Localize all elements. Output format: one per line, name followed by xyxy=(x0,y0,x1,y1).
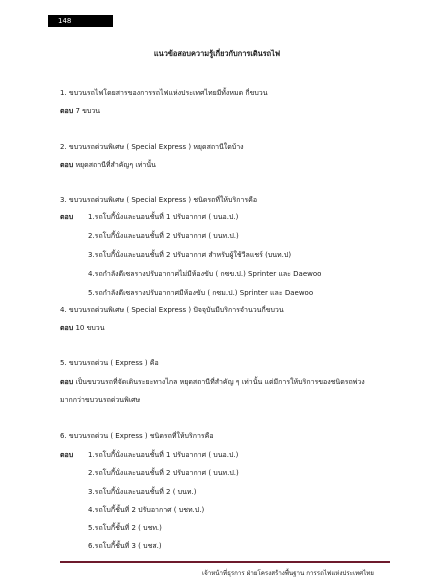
footer-text: เจ้าหน้าที่ธุรการ ฝ่ายโครงสร้างพื้นฐาน การรถไฟแห่งประเทศไทย xyxy=(202,570,374,577)
list-item: 4.รถโบกี้ชั้นที่ 2 ปรับอากาศ ( บชท.ป.) xyxy=(88,506,205,514)
answer-2 xyxy=(60,162,156,169)
question-2: 2. ขบวนรถด่วนพิเศษ ( Special Express ) หยุดสถานีใดบ้าง xyxy=(60,143,244,151)
answer-1 xyxy=(60,108,100,115)
question-1: 1. ขบวนรถไฟโดยสารของการรถไฟแห่งประเทศไทยมีทั้งหมด กี่ขบวน xyxy=(60,89,268,97)
list-item: 3.รถโบกี้นั่งและนอนชั้นที่ 2 ( บนท.) xyxy=(88,488,197,496)
answer-4-text: 10 ขบวน xyxy=(75,324,105,332)
answer-5-text-line1: เป็นขบวนรถที่จัดเดินระยะทางไกล หยุดสถานีที่สำคัญ ๆ เท่านั้น แต่มีการให้บริการของชนิดรถพ่วง xyxy=(75,378,365,386)
list-item: 1.รถโบกี้นั่งและนอนชั้นที่ 1 ปรับอากาศ ( บนอ.ป.) xyxy=(88,213,239,221)
list-item: 3.รถโบกี้นั่งและนอนชั้นที่ 2 ปรับอากาศ สำหรับผู้ใช้วีลแชร์ (บนท.ป) xyxy=(88,251,292,259)
answer-2-text: หยุดสถานีที่สำคัญๆ เท่านั้น xyxy=(75,161,156,169)
list-item: 4.รถกำลังดีเซลรางปรับอากาศไม่มีห้องขับ ( กซข.ป.) Sprinter และ Daewoo xyxy=(88,270,322,278)
list-item: 5.รถกำลังดีเซลรางปรับอากาศมีห้องขับ ( กซม.ป.) Sprinter และ Daewoo xyxy=(88,289,314,297)
question-4: 4. ขบวนรถด่วนพิเศษ ( Special Express ) ปัจจุบันมีบริการจำนวนกี่ขบวน xyxy=(60,306,284,314)
answer-1-text: 7 ขบวน xyxy=(75,107,101,115)
answer-label: ตอบ xyxy=(60,451,74,459)
question-3: 3. ขบวนรถด่วนพิเศษ ( Special Express ) ชนิดรถที่ให้บริการคือ xyxy=(60,196,258,204)
list-item: 2.รถโบกี้นั่งและนอนชั้นที่ 2 ปรับอากาศ ( บนท.ป.) xyxy=(88,232,239,240)
answer-4 xyxy=(60,325,105,332)
answer-label: ตอบ xyxy=(60,161,74,169)
question-6: 6. ขบวนรถด่วน ( Express ) ชนิดรถที่ให้บริการคือ xyxy=(60,432,214,440)
list-item: 1.รถโบกี้นั่งและนอนชั้นที่ 1 ปรับอากาศ ( บนอ.ป.) xyxy=(88,451,239,459)
list-item: 6.รถโบกี้ชั้นที่ 3 ( บชส.) xyxy=(88,542,162,550)
page-title: แนวข้อสอบความรู้เกี่ยวกับการเดินรถไฟ xyxy=(153,49,281,58)
answer-label: ตอบ xyxy=(60,213,74,221)
list-item: 2.รถโบกี้นั่งและนอนชั้นที่ 2 ปรับอากาศ ( บนท.ป.) xyxy=(88,469,239,477)
question-5: 5. ขบวนรถด่วน ( Express ) คือ xyxy=(60,359,159,367)
answer-label: ตอบ xyxy=(60,324,74,332)
page-number: 148 xyxy=(48,15,113,27)
footer-divider xyxy=(60,561,390,563)
list-item: 5.รถโบกี้ชั้นที่ 2 ( บชท.) xyxy=(88,524,162,532)
answer-5-text-line2: มากกว่าขบวนรถด่วนพิเศษ xyxy=(60,396,141,404)
answer-5 xyxy=(60,379,365,386)
answer-label: ตอบ xyxy=(60,378,74,386)
answer-label: ตอบ xyxy=(60,107,74,115)
